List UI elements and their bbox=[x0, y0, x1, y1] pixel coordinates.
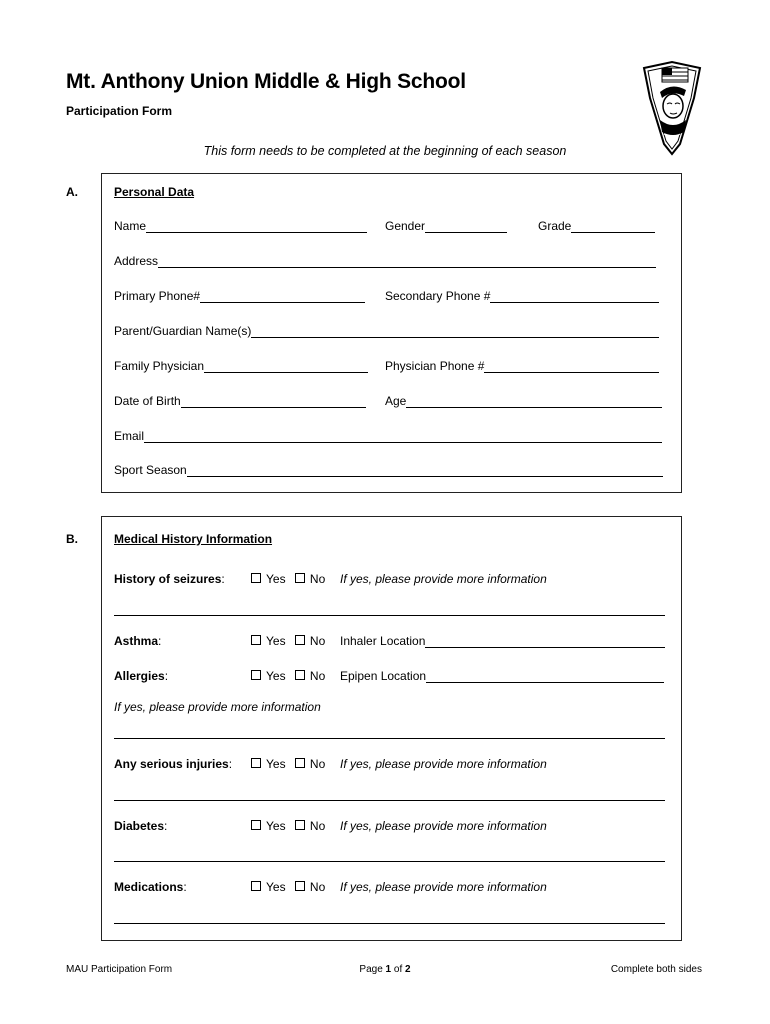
page-current: 1 bbox=[385, 964, 392, 975]
epipen-location-label: Epipen Location bbox=[340, 669, 427, 683]
injuries-label: Any serious injuries bbox=[114, 757, 229, 771]
allergies-label: Allergies bbox=[114, 669, 165, 683]
form-subtitle: Participation Form bbox=[66, 104, 173, 118]
medications-no-label: No bbox=[309, 880, 326, 894]
injuries-no-checkbox[interactable] bbox=[295, 758, 305, 768]
sport-season-field[interactable] bbox=[187, 464, 663, 477]
asthma-no-checkbox[interactable] bbox=[295, 635, 305, 645]
asthma-row: Asthma: bbox=[114, 634, 162, 648]
form-instruction: This form needs to be completed at the beginning of each season bbox=[203, 144, 567, 158]
primary-phone-label: Primary Phone# bbox=[114, 289, 201, 303]
grade-field[interactable] bbox=[571, 220, 655, 233]
diabetes-label: Diabetes bbox=[114, 819, 165, 833]
school-logo bbox=[640, 58, 704, 158]
secondary-phone-row bbox=[385, 289, 659, 303]
injuries-yes-checkbox[interactable] bbox=[251, 758, 261, 768]
name-field[interactable] bbox=[146, 220, 367, 233]
medications-yes-label: Yes bbox=[266, 880, 286, 894]
date-of-birth-field[interactable] bbox=[181, 395, 366, 408]
address-label: Address bbox=[114, 254, 159, 268]
section-b-letter: B. bbox=[66, 532, 78, 546]
primary-phone-row bbox=[114, 289, 365, 303]
parent-guardian-label: Parent/Guardian Name(s) bbox=[114, 324, 252, 338]
page-of: of bbox=[391, 964, 406, 975]
diabetes-options bbox=[251, 819, 325, 833]
injuries-options bbox=[251, 757, 325, 771]
asthma-no-label: No bbox=[309, 634, 326, 648]
parent-guardian-field[interactable] bbox=[251, 325, 659, 338]
address-field[interactable] bbox=[158, 255, 656, 268]
medications-label: Medications bbox=[114, 880, 184, 894]
allergies-info-line[interactable] bbox=[114, 738, 665, 739]
physician-phone-row bbox=[385, 359, 659, 373]
family-physician-label: Family Physician bbox=[114, 359, 205, 373]
allergies-options bbox=[251, 669, 325, 683]
seizures-no-checkbox[interactable] bbox=[295, 573, 305, 583]
injuries-no-label: No bbox=[309, 757, 326, 771]
date-of-birth-row bbox=[114, 394, 366, 408]
diabetes-yes-label: Yes bbox=[266, 819, 286, 833]
gender-field[interactable] bbox=[425, 220, 507, 233]
secondary-phone-label: Secondary Phone # bbox=[385, 289, 491, 303]
medications-info-line[interactable] bbox=[114, 923, 665, 924]
allergies-more-info: If yes, please provide more information bbox=[114, 700, 321, 714]
gender-label: Gender bbox=[385, 219, 426, 233]
gender-row bbox=[385, 219, 507, 233]
seizures-yes-label: Yes bbox=[266, 572, 286, 586]
allergies-yes-checkbox[interactable] bbox=[251, 670, 261, 680]
seizures-options bbox=[251, 572, 325, 586]
diabetes-yes-checkbox[interactable] bbox=[251, 820, 261, 830]
medications-more-info: If yes, please provide more information bbox=[340, 880, 547, 894]
patriot-emblem-icon bbox=[640, 58, 704, 158]
sport-season-label: Sport Season bbox=[114, 463, 187, 477]
footer-form-name: MAU Participation Form bbox=[66, 964, 173, 975]
physician-phone-field[interactable] bbox=[484, 360, 659, 373]
grade-row bbox=[538, 219, 655, 233]
seizures-label: History of seizures bbox=[114, 572, 222, 586]
family-physician-row bbox=[114, 359, 368, 373]
allergies-yes-label: Yes bbox=[266, 669, 286, 683]
physician-phone-label: Physician Phone # bbox=[385, 359, 485, 373]
personal-data-heading: Personal Data bbox=[114, 185, 195, 199]
email-field[interactable] bbox=[144, 430, 662, 443]
date-of-birth-label: Date of Birth bbox=[114, 394, 181, 408]
personal-data-box bbox=[101, 173, 682, 493]
parent-guardian-row bbox=[114, 324, 659, 338]
injuries-yes-label: Yes bbox=[266, 757, 286, 771]
page-total: 2 bbox=[405, 964, 411, 975]
seizures-info-line[interactable] bbox=[114, 615, 665, 616]
medications-options bbox=[251, 880, 325, 894]
medical-history-box bbox=[101, 516, 682, 941]
seizures-more-info: If yes, please provide more information bbox=[340, 572, 547, 586]
medications-row: Medications: bbox=[114, 880, 187, 894]
asthma-yes-label: Yes bbox=[266, 634, 286, 648]
diabetes-row: Diabetes: bbox=[114, 819, 168, 833]
diabetes-info-line[interactable] bbox=[114, 861, 665, 862]
diabetes-no-checkbox[interactable] bbox=[295, 820, 305, 830]
inhaler-location-label: Inhaler Location bbox=[340, 634, 426, 648]
section-a-letter: A. bbox=[66, 185, 78, 199]
secondary-phone-field[interactable] bbox=[490, 290, 659, 303]
age-field[interactable] bbox=[406, 395, 662, 408]
school-title: Mt. Anthony Union Middle & High School bbox=[66, 70, 466, 93]
asthma-options bbox=[251, 634, 325, 648]
page-prefix: Page bbox=[359, 964, 386, 975]
footer-complete-both-sides: Complete both sides bbox=[610, 964, 702, 975]
epipen-location-row bbox=[340, 669, 664, 683]
family-physician-field[interactable] bbox=[204, 360, 368, 373]
asthma-yes-checkbox[interactable] bbox=[251, 635, 261, 645]
inhaler-location-field[interactable] bbox=[425, 635, 665, 648]
inhaler-location-row bbox=[340, 634, 665, 648]
epipen-location-field[interactable] bbox=[426, 670, 664, 683]
injuries-more-info: If yes, please provide more information bbox=[340, 757, 547, 771]
medications-yes-checkbox[interactable] bbox=[251, 881, 261, 891]
email-row bbox=[114, 429, 662, 443]
asthma-label: Asthma bbox=[114, 634, 159, 648]
injuries-info-line[interactable] bbox=[114, 800, 665, 801]
diabetes-more-info: If yes, please provide more information bbox=[340, 819, 547, 833]
name-label: Name bbox=[114, 219, 147, 233]
seizures-yes-checkbox[interactable] bbox=[251, 573, 261, 583]
injuries-row: Any serious injuries: bbox=[114, 757, 233, 771]
email-label: Email bbox=[114, 429, 145, 443]
seizures-row: History of seizures: bbox=[114, 572, 225, 586]
diabetes-no-label: No bbox=[309, 819, 326, 833]
allergies-no-label: No bbox=[309, 669, 326, 683]
address-row bbox=[114, 254, 656, 268]
allergies-row: Allergies: bbox=[114, 669, 169, 683]
age-row bbox=[385, 394, 662, 408]
age-label: Age bbox=[385, 394, 407, 408]
primary-phone-field[interactable] bbox=[200, 290, 365, 303]
sport-season-row bbox=[114, 463, 663, 477]
medical-history-heading: Medical History Information bbox=[114, 532, 273, 546]
seizures-no-label: No bbox=[309, 572, 326, 586]
name-row bbox=[114, 219, 367, 233]
grade-label: Grade bbox=[538, 219, 572, 233]
allergies-no-checkbox[interactable] bbox=[295, 670, 305, 680]
medications-no-checkbox[interactable] bbox=[295, 881, 305, 891]
